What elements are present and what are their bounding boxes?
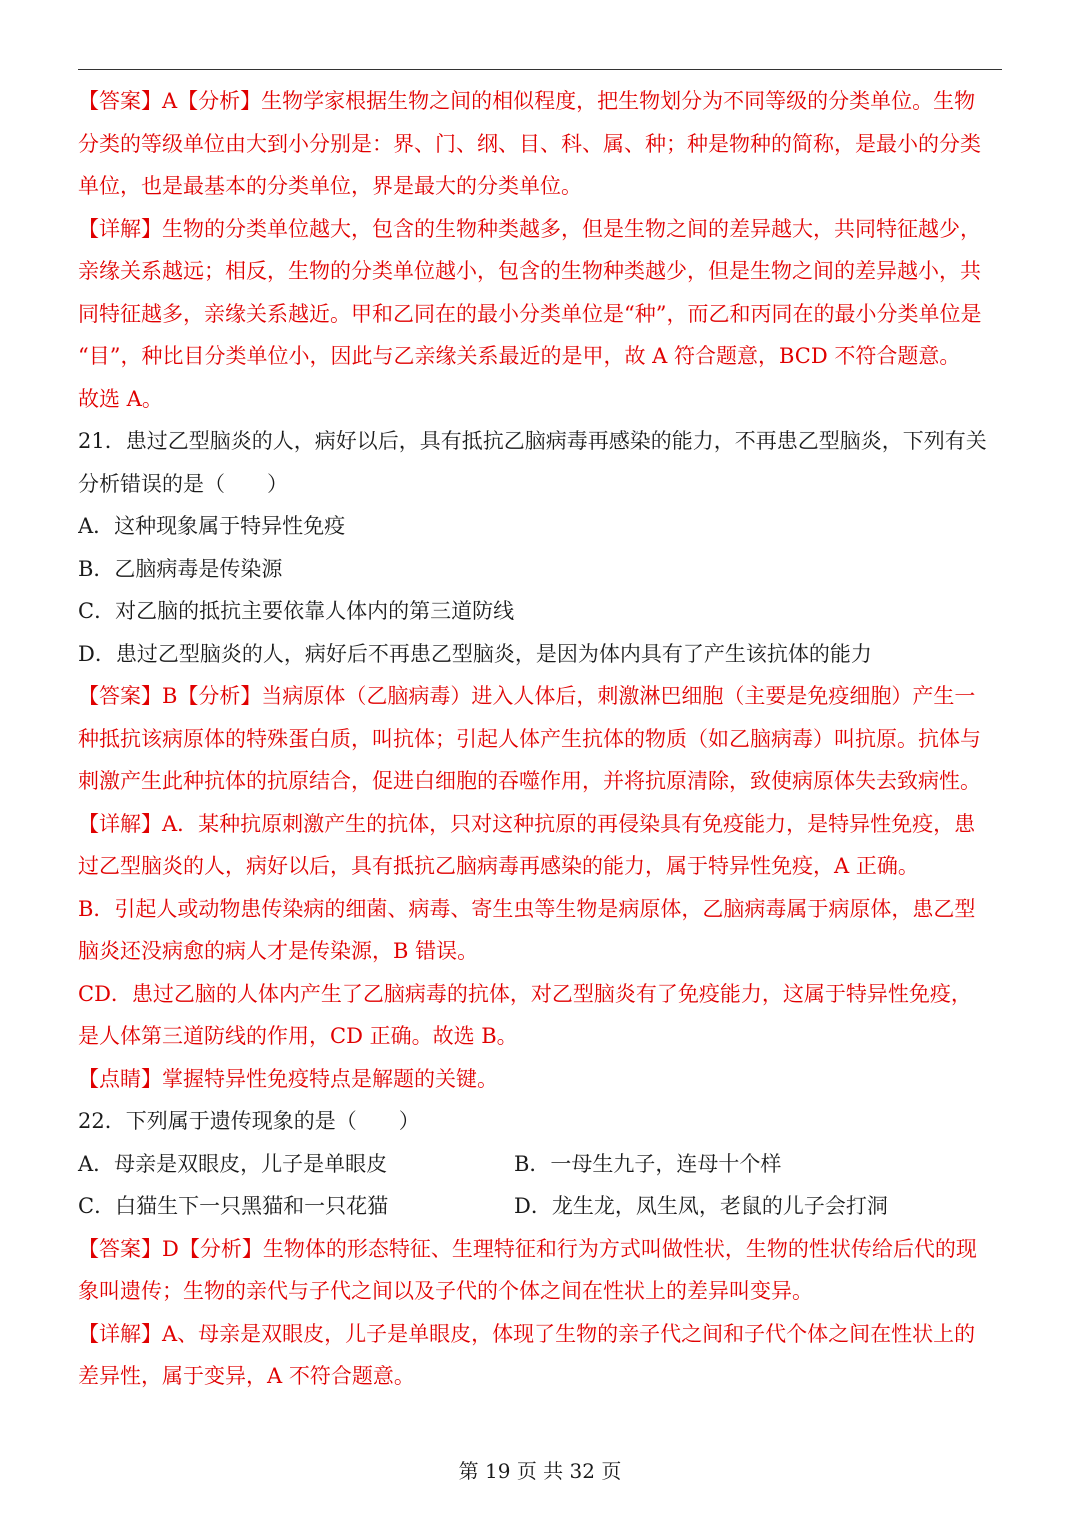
q21-detail-line-6: 是人体第三道防线的作用，CD 正确。故选 B。 [78,1024,518,1048]
q20-answer-line-2: 分类的等级单位由大到小分别是：界、门、纲、目、科、属、种；种是物种的简称，是最小的分类 [78,131,981,156]
q21-detail-line-4: 脑炎还没病愈的病人才是传染源，B 错误。 [78,939,479,963]
q22-option-d: D．龙生龙，凤生凤，老鼠的儿子会打洞 [514,1194,888,1218]
q21-answer-line-2: 种抵抗该病原体的特殊蛋白质，叫抗体；引起人体产生抗体的物质（如乙脑病毒）叫抗原。抗体与 [78,726,981,751]
q21-tip-line: 【点睛】掌握特异性免疫特点是解题的关键。 [78,1066,498,1091]
q21-option-c: C．对乙脑的抵抗主要依靠人体内的第三道防线 [78,599,515,623]
q21-answer-line-1: 【答案】B【分析】当病原体（乙脑病毒）进入人体后，刺激淋巴细胞（主要是免疫细胞）产生一 [78,684,976,708]
q21-answer-line-3: 刺激产生此种抗体的抗原结合，促进白细胞的吞噬作用，并将抗原清除，致使病原体失去致病性。 [78,769,981,793]
q22-option-c: C．白猫生下一只黑猫和一只花猫 [78,1194,389,1218]
q21-detail-line-1: 【详解】A．某种抗原刺激产生的抗体，只对这种抗原的再侵染具有免疫能力，是特异性免疫，患 [78,811,976,836]
q21-option-a: A．这种现象属于特异性免疫 [78,514,346,538]
q21-stem-line-2: 分析错误的是（ ） [78,471,288,496]
q22-options-row-1 [78,1143,1002,1186]
q21-option-b: B．乙脑病毒是传染源 [78,556,283,581]
q20-detail-line-3: 同特征越多，亲缘关系越近。甲和乙同在的最小分类单位是“种”，而乙和丙同在的最小分类单位是 [78,301,982,326]
q20-answer-line-3: 单位，也是最基本的分类单位，界是最大的分类单位。 [78,174,582,198]
page-number-footer: 第 19 页 共 32 页 [458,1459,622,1483]
q21-stem-line-1: 21．患过乙型脑炎的人，病好以后，具有抵抗乙脑病毒再感染的能力，不再患乙型脑炎，下列有关 [78,429,987,453]
q22-options-row-2 [78,1185,1002,1228]
q20-answer-line-1: 【答案】A【分析】生物学家根据生物之间的相似程度，把生物划分为不同等级的分类单位。生物 [78,89,976,113]
q20-detail-line-4: “目”，种比目分类单位小，因此与乙亲缘关系最近的是甲，故 A 符合题意，BCD 不符合题意。 [78,344,961,368]
q21-option-d: D．患过乙型脑炎的人，病好后不再患乙型脑炎，是因为体内具有了产生该抗体的能力 [78,641,872,666]
q22-option-b: B．一母生九子，连母十个样 [514,1151,782,1176]
q22-option-a: A．母亲是双眼皮，儿子是单眼皮 [78,1151,388,1176]
q20-detail-line-5: 故选 A。 [78,386,163,411]
q20-detail-line-2: 亲缘关系越远；相反，生物的分类单位越小，包含的生物种类越少，但是生物之间的差异越小，共 [78,259,981,283]
q22-detail-line-2: 差异性，属于变异，A 不符合题意。 [78,1364,415,1388]
q22-detail-line-1: 【详解】A、母亲是双眼皮，儿子是单眼皮，体现了生物的亲子代之间和子代个体之间在性状上的 [78,1321,976,1346]
page-content [78,80,1002,1398]
q20-detail-line-1: 【详解】生物的分类单位越大，包含的生物种类越多，但是生物之间的差异越大，共同特征越少， [78,216,981,241]
q22-stem: 22．下列属于遗传现象的是（ ） [78,1109,420,1133]
header-rule [78,69,1002,70]
q22-answer-line-2: 象叫遗传；生物的亲代与子代之间以及子代的个体之间在性状上的差异叫变异。 [78,1279,813,1303]
q22-answer-line-1: 【答案】D【分析】生物体的形态特征、生理特征和行为方式叫做性状，生物的性状传给后代的现 [78,1236,977,1261]
q21-detail-line-5: CD．患过乙脑的人体内产生了乙脑病毒的抗体，对乙型脑炎有了免疫能力，这属于特异性免疫， [78,981,972,1006]
q21-detail-line-2: 过乙型脑炎的人，病好以后，具有抵抗乙脑病毒再感染的能力，属于特异性免疫，A 正确。 [78,854,919,878]
q21-detail-line-3: B．引起人或动物患传染病的细菌、病毒、寄生虫等生物是病原体，乙脑病毒属于病原体，患乙型 [78,896,976,921]
